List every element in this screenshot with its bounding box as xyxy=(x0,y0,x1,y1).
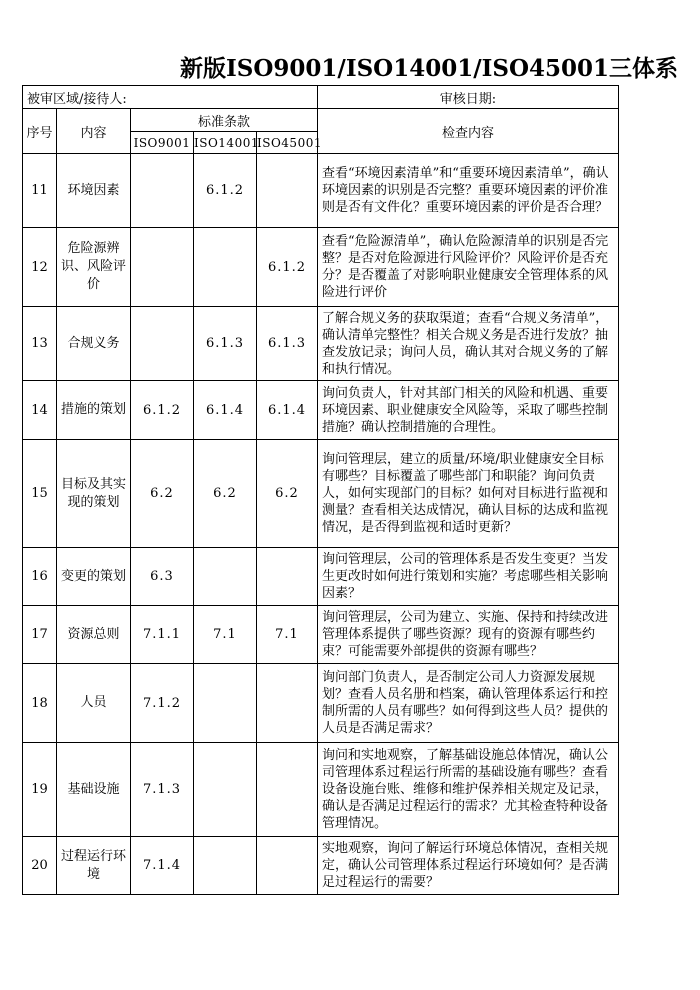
row-iso9001: 6.2 xyxy=(131,440,194,548)
row-check-content: 询问部门负责人，是否制定公司人力资源发展规划？查看人员名册和档案，确认管理体系运行和控制所需的人员有哪些？如何得到这些人员？提供的人员是否满足需求？ xyxy=(318,664,619,743)
row-iso9001 xyxy=(131,307,194,381)
row-iso45001: 7.1 xyxy=(257,606,318,664)
row-check-content: 查看“环境因素清单”和“重要环境因素清单”，确认环境因素的识别是否完整？重要环境因素的评价准则是否有文件化？重要环境因素的评价是否合理？ xyxy=(318,154,619,228)
header-check-content: 检查内容 xyxy=(318,109,619,154)
row-iso14001: 6.1.2 xyxy=(194,154,257,228)
row-item: 危险源辨识、风险评价 xyxy=(57,228,131,307)
row-iso14001: 7.1 xyxy=(194,606,257,664)
row-no: 19 xyxy=(23,743,57,837)
audited-area-label: 被审区域/接待人: xyxy=(23,86,318,109)
header-standard: 标准条款 xyxy=(131,109,318,132)
row-check-content: 询问管理层，公司为建立、实施、保持和持续改进管理体系提供了哪些资源？现有的资源有哪些约束？可能需要外部提供的资源有哪些？ xyxy=(318,606,619,664)
row-item: 资源总则 xyxy=(57,606,131,664)
page-title: 新版ISO9001/ISO14001/ISO45001三体系 xyxy=(180,55,679,82)
table-row xyxy=(23,548,619,606)
row-check-content: 询问负责人，针对其部门相关的风险和机遇、重要环境因素、职业健康安全风险等，采取了哪些控制措施？确认控制措施的合理性。 xyxy=(318,381,619,440)
table-row xyxy=(23,606,619,664)
row-no: 13 xyxy=(23,307,57,381)
table-row xyxy=(23,228,619,307)
row-iso14001 xyxy=(194,228,257,307)
row-check-content: 查看“危险源清单”，确认危险源清单的识别是否完整？是否对危险源进行风险评价？风险评价是否充分？是否覆盖了对影响职业健康安全管理体系的风险进行评价 xyxy=(318,228,619,307)
row-iso9001 xyxy=(131,154,194,228)
row-iso45001 xyxy=(257,664,318,743)
row-item: 目标及其实现的策划 xyxy=(57,440,131,548)
row-iso9001: 7.1.3 xyxy=(131,743,194,837)
table-row xyxy=(23,381,619,440)
row-iso45001: 6.1.2 xyxy=(257,228,318,307)
row-iso45001 xyxy=(257,837,318,895)
audit-date-label: 审核日期: xyxy=(318,86,619,109)
row-iso45001: 6.1.4 xyxy=(257,381,318,440)
row-iso14001: 6.2 xyxy=(194,440,257,548)
row-iso14001 xyxy=(194,664,257,743)
row-iso14001 xyxy=(194,743,257,837)
row-item: 措施的策划 xyxy=(57,381,131,440)
row-iso9001: 7.1.2 xyxy=(131,664,194,743)
table-row xyxy=(23,307,619,381)
header-item: 内容 xyxy=(57,109,131,154)
audit-checklist-table xyxy=(22,85,619,895)
row-item: 环境因素 xyxy=(57,154,131,228)
row-iso9001: 6.3 xyxy=(131,548,194,606)
row-iso45001 xyxy=(257,548,318,606)
row-check-content: 询问和实地观察，了解基础设施总体情况，确认公司管理体系过程运行所需的基础设施有哪些？查看设备设施台账、维修和维护保养相关规定及记录，确认是否满足过程运行的需求？尤其检查特种设备管理情况。 xyxy=(318,743,619,837)
row-iso45001: 6.2 xyxy=(257,440,318,548)
row-iso9001: 6.1.2 xyxy=(131,381,194,440)
row-iso14001 xyxy=(194,548,257,606)
table-row xyxy=(23,440,619,548)
row-item: 过程运行环境 xyxy=(57,837,131,895)
row-item: 合规义务 xyxy=(57,307,131,381)
row-check-content: 实地观察，询问了解运行环境总体情况，查相关规定，确认公司管理体系过程运行环境如何？是否满足过程运行的需要？ xyxy=(318,837,619,895)
table-row xyxy=(23,664,619,743)
row-no: 17 xyxy=(23,606,57,664)
header-no: 序号 xyxy=(23,109,57,154)
row-iso45001 xyxy=(257,743,318,837)
row-iso9001 xyxy=(131,228,194,307)
row-no: 16 xyxy=(23,548,57,606)
row-check-content: 询问管理层，建立的质量/环境/职业健康安全目标有哪些？目标覆盖了哪些部门和职能？询问负责人，如何实现部门的目标？如何对目标进行监视和测量？查看相关达成情况，确认目标的达成和监视情况，是否得到监视和适时更新？ xyxy=(318,440,619,548)
row-iso14001 xyxy=(194,837,257,895)
table-row xyxy=(23,837,619,895)
row-check-content: 了解合规义务的获取渠道；查看“合规义务清单”，确认清单完整性？相关合规义务是否进行发放？抽查发放记录；询问人员，确认其对合规义务的了解和执行情况。 xyxy=(318,307,619,381)
row-no: 18 xyxy=(23,664,57,743)
table-row xyxy=(23,154,619,228)
row-iso9001: 7.1.1 xyxy=(131,606,194,664)
row-iso14001: 6.1.3 xyxy=(194,307,257,381)
row-no: 11 xyxy=(23,154,57,228)
row-item: 人员 xyxy=(57,664,131,743)
header-iso9001: ISO9001 xyxy=(131,132,194,154)
row-iso9001: 7.1.4 xyxy=(131,837,194,895)
header-iso14001: ISO14001 xyxy=(194,132,257,154)
header-iso45001: ISO45001 xyxy=(257,132,318,154)
row-no: 12 xyxy=(23,228,57,307)
row-iso45001 xyxy=(257,154,318,228)
row-no: 20 xyxy=(23,837,57,895)
row-iso14001: 6.1.4 xyxy=(194,381,257,440)
row-item: 基础设施 xyxy=(57,743,131,837)
row-iso45001: 6.1.3 xyxy=(257,307,318,381)
row-no: 14 xyxy=(23,381,57,440)
table-row xyxy=(23,743,619,837)
row-no: 15 xyxy=(23,440,57,548)
row-item: 变更的策划 xyxy=(57,548,131,606)
row-check-content: 询问管理层，公司的管理体系是否发生变更？当发生更改时如何进行策划和实施？考虑哪些相关影响因素？ xyxy=(318,548,619,606)
